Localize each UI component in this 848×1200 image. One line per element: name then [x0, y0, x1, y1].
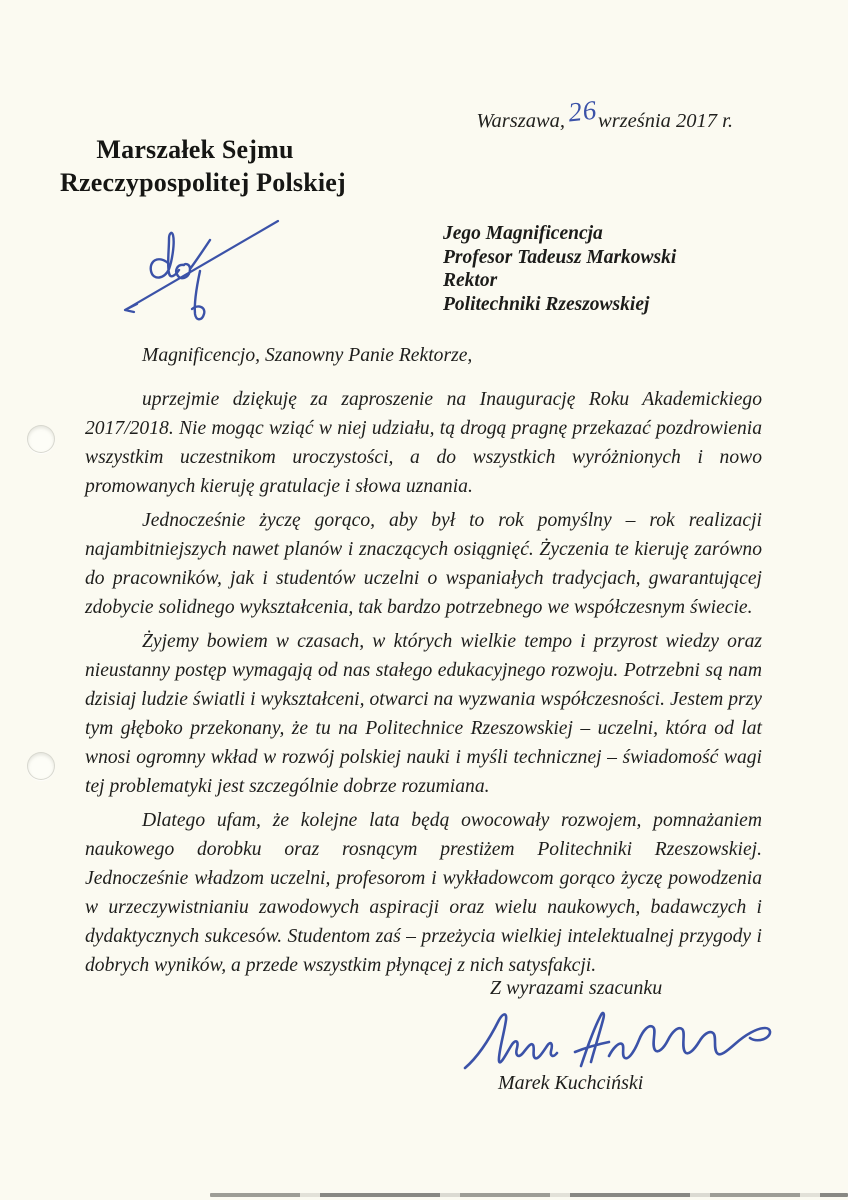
addressee-title: Rektor	[443, 270, 498, 291]
date-rest: września 2017 r.	[598, 110, 733, 132]
handwritten-signature	[463, 1004, 775, 1082]
addressee-institution: Politechniki Rzeszowskiej	[443, 293, 650, 315]
date-line	[476, 94, 733, 134]
handwritten-day-number: 26	[566, 94, 599, 128]
addressee-name: Profesor Tadeusz Markowski	[443, 246, 677, 268]
punch-hole-top	[27, 425, 55, 453]
salutation: Magnificencjo, Szanowny Panie Rektorze,	[142, 345, 473, 366]
letterhead-subtitle: Rzeczypospolitej Polskiej	[60, 168, 346, 197]
date-city: Warszawa,	[476, 110, 566, 132]
paragraph-3: Żyjemy bowiem w czasach, w których wielkie tempo i przyrost wiedzy oraz nieustanny postęp wymagają od nas stałego edukacyjnego rozwoju. Potrzebni są nam dzisiaj ludzie światli i wykształceni, otwarci na wyzwania współczesności. Jestem przy tym głęboko przekonany, że tu na Politechnice Rzeszowskiej – uczelni, która od lat wnosi ogromny wkład w rozwój polskiej nauki i myśli technicznej – świadomość wagi tej problematyki jest szczególnie dobrze rozumiana.	[85, 631, 762, 797]
letterhead-title: Marszałek Sejmu	[96, 135, 294, 164]
letterhead	[60, 133, 346, 199]
handwritten-do-annotation	[108, 213, 288, 333]
punch-hole-bottom	[27, 752, 55, 780]
signer-name: Marek Kuchciński	[498, 1072, 644, 1094]
addressee-honorific: Jego Magnificencja	[443, 223, 603, 244]
paragraph-2: Jednocześnie życzę gorąco, aby był to rok pomyślny – rok realizacji najambitniejszych nawet planów i znaczących osiągnięć. Życzenia te kieruję zarówno do pracowników, jak i studentów uczelni o wspaniałych tradycjach, gwarantującej zdobycie solidnego wykształcenia, tak bardzo potrzebnego we współczesnym świecie.	[85, 510, 762, 618]
closing-phrase: Z wyrazami szacunku	[490, 977, 663, 999]
addressee-block	[443, 222, 676, 316]
scan-edge-artifact	[210, 1193, 848, 1197]
paragraph-4: Dlatego ufam, że kolejne lata będą owocowały rozwojem, pomnażaniem naukowego dorobku oraz rosnącym prestiżem Politechniki Rzeszowskiej. Jednocześnie władzom uczelni, profesorom i wykładowcom gorąco życzę powodzenia w urzeczywistnianiu zawodowych aspiracji oraz wielu naukowych, badawczych i dydaktycznych sukcesów. Studentom zaś – przeżycia wielkiej intelektualnej przygody i dobrych wyników, a przede wszystkim płynącej z nich satysfakcji.	[85, 810, 762, 976]
letter-body	[85, 341, 762, 985]
paragraph-1: uprzejmie dziękuję za zaproszenie na Inaugurację Roku Akademickiego 2017/2018. Nie mogąc wziąć w niej udziału, tą drogą pragnę przekazać pozdrowienia wszystkim uczestnikom uroczystości, a do wszystkich wyróżnionych i nowo promowanych kieruję gratulacje i słowa uznania.	[85, 389, 762, 497]
